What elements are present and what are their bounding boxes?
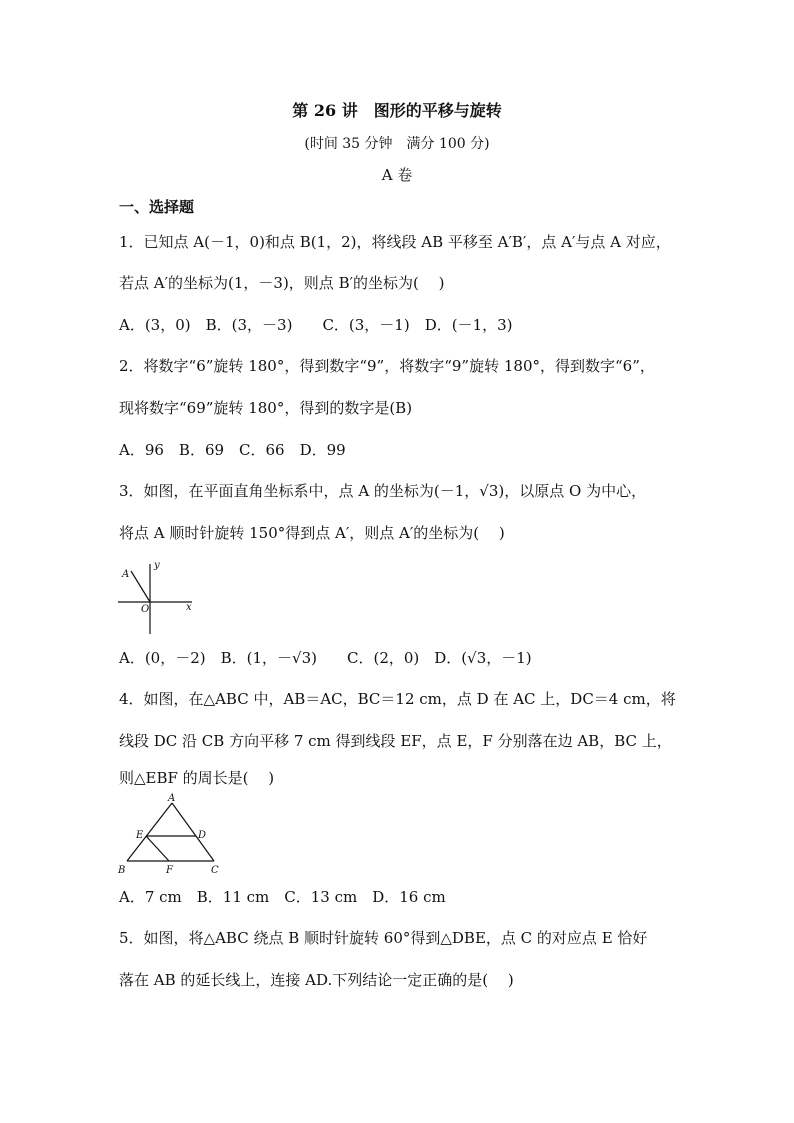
- question-1-options: A．(3，0) B．(3，－3) C．(3，－1) D．(－1，3): [119, 316, 513, 334]
- label-o: O: [141, 604, 150, 615]
- question-5-line-1: 5．如图，将△ABC 绕点 B 顺时针旋转 60°得到△DBE，点 C 的对应点 E 恰好: [119, 929, 648, 947]
- segment-oa: [131, 571, 150, 602]
- question-3-line-2: 将点 A 顺时针旋转 150°得到点 A′，则点 A′的坐标为( ): [119, 524, 505, 542]
- question-1-line-2: 若点 A′的坐标为(1，－3)，则点 B′的坐标为( ): [119, 274, 445, 292]
- label-x: x: [186, 602, 192, 613]
- page-title: 第 26 讲 图形的平移与旋转: [292, 101, 502, 120]
- side-ac: [172, 803, 214, 861]
- triangle-figure: [113, 793, 225, 877]
- label-e: E: [136, 830, 144, 841]
- segment-ef: [146, 836, 169, 861]
- coordinate-diagram: [116, 560, 198, 638]
- question-4-line-2: 线段 DC 沿 CB 方向平移 7 cm 得到线段 EF，点 E，F 分别落在边 AB，BC 上，: [119, 732, 672, 750]
- question-5-line-2: 落在 AB 的延长线上，连接 AD.下列结论一定正确的是( ): [119, 971, 514, 989]
- side-ab: [127, 803, 172, 861]
- question-2-line-2: 现将数字“69”旋转 180°，得到的数字是(B): [119, 399, 413, 417]
- part-label: A 卷: [381, 166, 413, 184]
- coordinate-figure: [116, 560, 198, 638]
- question-4-line-1: 4．如图，在△ABC 中，AB＝AC，BC＝12 cm，点 D 在 AC 上，DC＝4 cm，将: [119, 690, 676, 708]
- label-a: A: [122, 569, 130, 580]
- label-y: y: [154, 560, 160, 571]
- label-a: A: [168, 793, 176, 804]
- question-3-options: A．(0，－2) B．(1，－√3) C．(2，0) D．(√3，－1): [119, 649, 532, 667]
- label-c: C: [211, 865, 219, 876]
- question-2-options: A．96 B．69 C．66 D．99: [119, 441, 346, 459]
- question-2-line-1: 2．将数字“6”旋转 180°，得到数字“9”，将数字“9”旋转 180°，得到数字“6”，: [119, 357, 655, 375]
- triangle-diagram: [113, 793, 225, 877]
- question-4-line-3: 则△EBF 的周长是( ): [119, 769, 275, 787]
- question-4-options: A．7 cm B．11 cm C．13 cm D．16 cm: [119, 888, 446, 906]
- question-3-line-1: 3．如图，在平面直角坐标系中，点 A 的坐标为(－1，√3)，以原点 O 为中心，: [119, 482, 647, 500]
- time-score-note: (时间 35 分钟 满分 100 分): [304, 136, 490, 152]
- label-b: B: [118, 865, 126, 876]
- label-d: D: [198, 830, 207, 841]
- section-heading: 一、选择题: [119, 198, 195, 216]
- label-f: F: [166, 865, 173, 876]
- question-1-line-1: 1．已知点 A(－1，0)和点 B(1，2)，将线段 AB 平移至 A′B′，点 A′与点 A 对应，: [119, 233, 671, 251]
